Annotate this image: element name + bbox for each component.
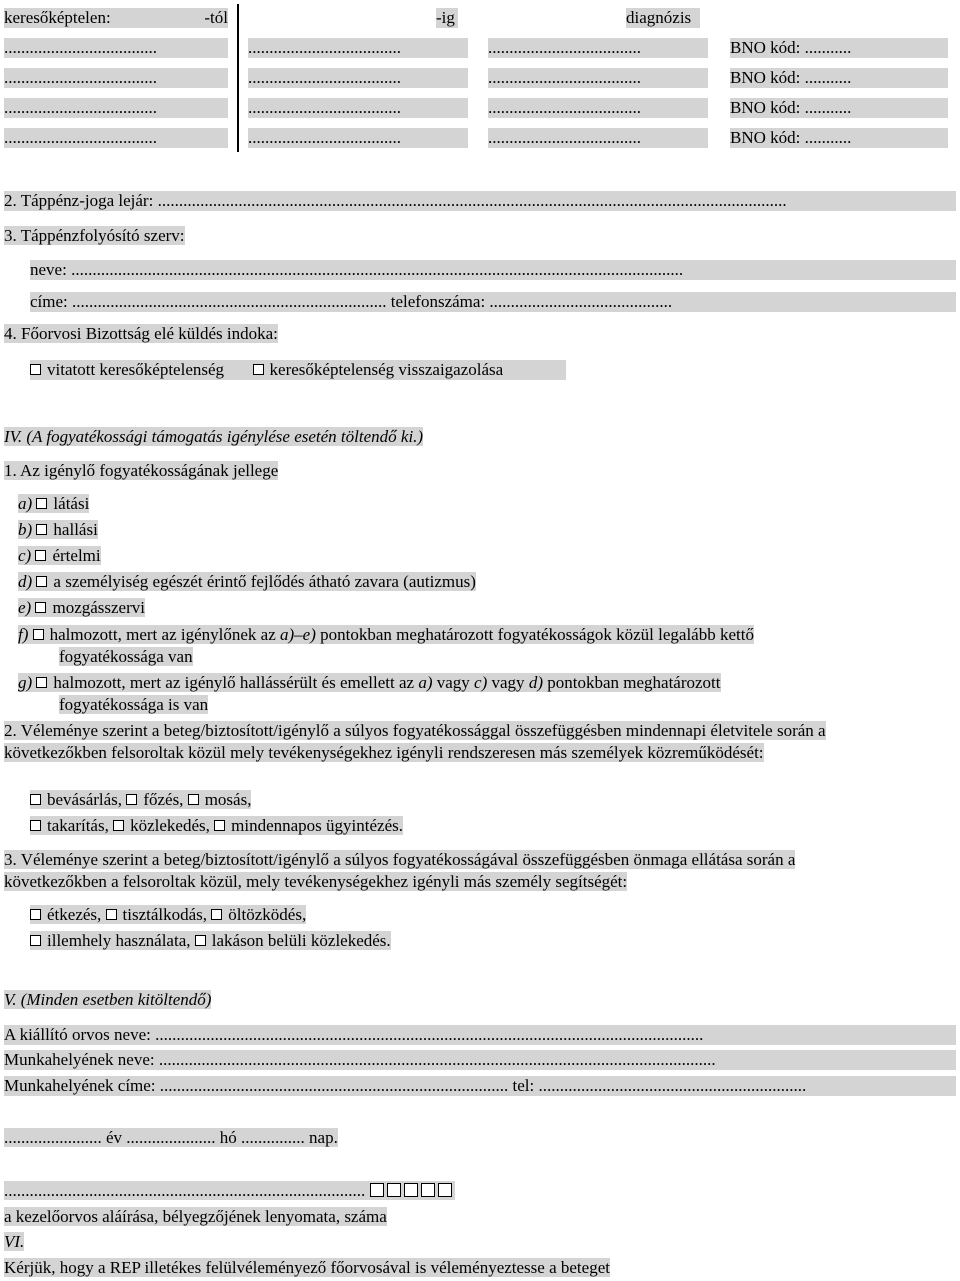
workplace-name-label: Munkahelyének neve: — [4, 1050, 159, 1069]
stamp-digit-box-5[interactable] — [438, 1183, 452, 1197]
payer-phone-dots: ........................................... — [489, 292, 673, 311]
section-2 — [4, 191, 956, 211]
activity-label: takarítás, — [47, 816, 109, 835]
activity-label: étkezés, — [47, 905, 102, 924]
section-vi-title: VI. — [4, 1232, 25, 1251]
item-letter: e) — [18, 598, 32, 617]
header-sick-leave: keresőképtelen: -tól — [4, 8, 228, 27]
table-cell-row3-col4[interactable]: BNO kód: ........... — [730, 98, 948, 118]
table-cell-row2-col4[interactable]: BNO kód: ........... — [730, 68, 948, 88]
workplace-name-field[interactable] — [4, 1050, 956, 1070]
item-g-line2: fogyatékossága is van — [59, 695, 209, 714]
workplace-address-dots: .................................................................................. — [159, 1076, 509, 1095]
table-cell-row4-col1[interactable]: .................................... — [4, 128, 228, 148]
header-to: -ig — [436, 8, 458, 28]
item-g: g) halmozott, mert az igénylő hallássérült és emellett az a) vagy c) vagy d) pontokban meghatározott — [18, 673, 721, 692]
date-field[interactable]: ....................... év ..................... hó ............... nap. — [4, 1128, 338, 1147]
disability-item — [18, 494, 89, 514]
table-cell-row1-col3[interactable]: .................................... — [488, 38, 708, 58]
item-label: értelmi — [52, 546, 101, 565]
section-v-title: V. (Minden esetben kitöltendő) — [4, 990, 212, 1009]
doctor-name-dots: ................................................................................................................................. — [155, 1025, 704, 1044]
table-cell-row1-col1[interactable]: .................................... — [4, 38, 228, 58]
table-cell-row3-col2[interactable]: .................................... — [248, 98, 468, 118]
benefit-expiry-dots: .................................................................................................................................................... — [157, 191, 787, 210]
checkbox-disability-item[interactable] — [35, 550, 46, 561]
workplace-address-field[interactable] — [4, 1076, 956, 1096]
question-3: 3. Véleménye szerint a beteg/biztosított/igénylő a súlyos fogyatékosságával összefüggésben önmaga ellátása során a következőkben a felsoroltak közül, mely tevékenységekhez igényli más személy segítségét: — [4, 850, 796, 891]
activity-label: főzés, — [143, 790, 184, 809]
checkbox-confirmation[interactable] — [253, 364, 264, 375]
item-label: látási — [53, 494, 90, 513]
workplace-address-label: Munkahelyének címe: — [4, 1076, 160, 1095]
section-4-title: 4. Főorvosi Bizottság elé küldés indoka: — [4, 324, 278, 343]
checkbox-activity[interactable] — [126, 794, 137, 805]
option-confirmation-label: keresőképtelenség visszaigazolása — [269, 360, 504, 379]
benefit-expiry-label: 2. Táppénz-joga lejár: — [4, 191, 158, 210]
benefit-expiry-field[interactable] — [4, 191, 956, 211]
checkbox-disability-item[interactable] — [35, 602, 46, 613]
activity-label: közlekedés, — [130, 816, 210, 835]
stamp-digit-box-1[interactable] — [370, 1183, 384, 1197]
item-letter: a) — [18, 494, 33, 513]
checkbox-activity[interactable] — [195, 935, 206, 946]
table-cell-row1-col2[interactable]: .................................... — [248, 38, 468, 58]
stamp-digit-box-3[interactable] — [404, 1183, 418, 1197]
section-3-title: 3. Táppénzfolyósító szerv: — [4, 226, 185, 245]
checkbox-activity[interactable] — [30, 935, 41, 946]
checkbox-activity[interactable] — [214, 820, 225, 831]
signature-caption: a kezelőorvos aláírása, bélyegzőjének lenyomata, száma — [4, 1207, 387, 1226]
checkbox-activity[interactable] — [211, 909, 222, 920]
signature-dots: ..................................................................................... — [4, 1181, 366, 1200]
item-f-line2: fogyatékossága van — [59, 647, 193, 666]
item-label: mozgásszervi — [52, 598, 145, 617]
date-year-label: év — [101, 1128, 127, 1147]
checkbox-activity[interactable] — [30, 794, 41, 805]
payer-address-dots: .......................................................................... — [72, 292, 387, 311]
doctor-name-label: A kiállító orvos neve: — [4, 1025, 156, 1044]
checkbox-disability-item[interactable] — [36, 576, 47, 587]
table-cell-row2-col1[interactable]: .................................... — [4, 68, 228, 88]
payer-name-field[interactable] — [30, 260, 956, 280]
table-cell-row1-col4[interactable]: BNO kód: ........... — [730, 38, 948, 58]
table-cell-row3-col1[interactable]: .................................... — [4, 98, 228, 118]
table-cell-row2-col3[interactable]: .................................... — [488, 68, 708, 88]
stamp-digit-box-2[interactable] — [387, 1183, 401, 1197]
q3-options-row2 — [30, 931, 391, 951]
table-cell-row3-col3[interactable]: .................................... — [488, 98, 708, 118]
header-diagnosis: diagnózis — [626, 8, 700, 28]
question-1: 1. Az igénylő fogyatékosságának jellege — [4, 461, 279, 480]
workplace-name-dots: ................................................................................................................................... — [158, 1050, 716, 1069]
item-f: f) halmozott, mert az igénylőnek az a)–e) pontokban meghatározott fogyatékosságok közül legalább kettő — [18, 625, 754, 644]
column-divider — [237, 4, 239, 152]
activity-label: illemhely használata, — [47, 931, 191, 950]
header-from: -tól — [204, 8, 228, 27]
workplace-tel-dots: ............................................................... — [538, 1076, 807, 1095]
checkbox-activity[interactable] — [188, 794, 199, 805]
stamp-digit-box-4[interactable] — [421, 1183, 435, 1197]
item-letter: c) — [18, 546, 32, 565]
checkbox-disability-item[interactable] — [36, 524, 47, 535]
workplace-tel-label: tel: — [508, 1076, 539, 1095]
activity-label: mindennapos ügyintézés. — [231, 816, 403, 835]
section-vi-text: Kérjük, hogy a REP illetékes felülvéleményező főorvosával is véleményeztesse a beteget — [4, 1258, 610, 1277]
checkbox-activity[interactable] — [113, 820, 124, 831]
table-cell-row4-col4[interactable]: BNO kód: ........... — [730, 128, 948, 148]
item-letter: d) — [18, 572, 33, 591]
activity-label: bevásárlás, — [47, 790, 123, 809]
q2-options-row2 — [30, 816, 403, 836]
payer-address-label: címe: — [30, 292, 73, 311]
disability-item — [18, 572, 476, 592]
checkbox-activity[interactable] — [30, 909, 41, 920]
item-label: a személyiség egészét érintő fejlődés átható zavara (autizmus) — [53, 572, 476, 591]
item-label: hallási — [53, 520, 98, 539]
activity-label: lakáson belüli közlekedés. — [211, 931, 391, 950]
checkbox-activity[interactable] — [30, 820, 41, 831]
q3-options-row1 — [30, 905, 306, 925]
signature-field[interactable] — [4, 1181, 455, 1201]
table-cell-row4-col2[interactable]: .................................... — [248, 128, 468, 148]
payer-address-field[interactable] — [30, 292, 956, 312]
date-month-label: hó — [215, 1128, 242, 1147]
payer-phone-label: telefonszáma: — [386, 292, 490, 311]
checkbox-disputed[interactable] — [30, 364, 41, 375]
section-4-options — [30, 360, 566, 380]
table-cell-row2-col2[interactable]: .................................... — [248, 68, 468, 88]
disability-item — [18, 520, 98, 540]
checkbox-activity[interactable] — [106, 909, 117, 920]
disability-item — [18, 546, 101, 566]
checkbox-disability-item[interactable] — [36, 498, 47, 509]
disability-item — [18, 598, 145, 618]
question-2: 2. Véleménye szerint a beteg/biztosított/igénylő a súlyos fogyatékossággal összefüggésben mindennapi életvitele során a következőkben felsoroltak közül mely tevékenységekhez igényli rendszeresen más személyek közreműködését: — [4, 721, 826, 762]
activity-label: tisztálkodás, — [122, 905, 208, 924]
checkbox-item-g[interactable] — [36, 677, 47, 688]
checkbox-item-f[interactable] — [33, 629, 44, 640]
doctor-name-field[interactable] — [4, 1025, 956, 1045]
option-disputed-label: vitatott keresőképtelenség — [47, 360, 225, 379]
date-day-label: nap. — [304, 1128, 338, 1147]
payer-name-label: neve: — [30, 260, 72, 279]
table-cell-row4-col3[interactable]: .................................... — [488, 128, 708, 148]
q2-options-row1 — [30, 790, 251, 810]
activity-label: öltözködés, — [228, 905, 307, 924]
item-letter: b) — [18, 520, 33, 539]
activity-label: mosás, — [204, 790, 252, 809]
payer-name-dots: ................................................................................................................................................ — [71, 260, 684, 279]
section-iv-title: IV. (A fogyatékossági támogatás igénylése esetén töltendő ki.) — [4, 427, 424, 446]
